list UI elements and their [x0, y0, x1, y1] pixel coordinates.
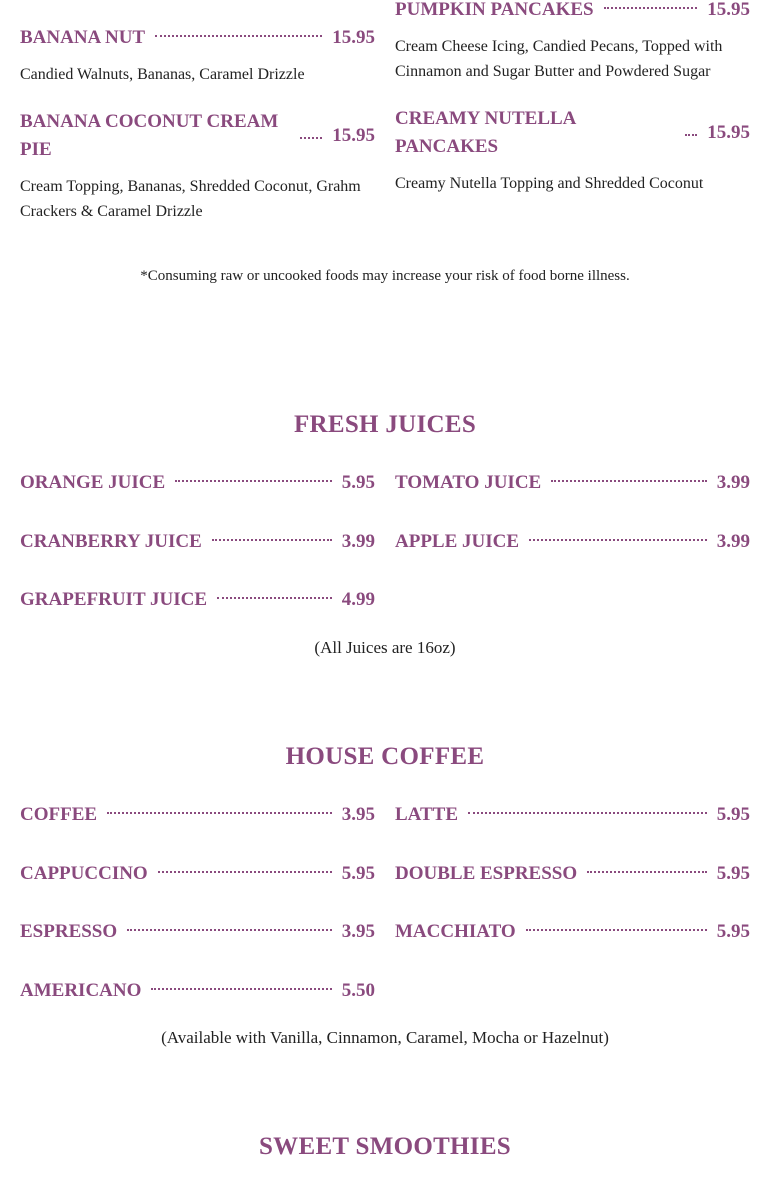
item-name: ORANGE JUICE — [20, 472, 166, 493]
item-price: 5.95 — [716, 804, 750, 825]
item-name: COFFEE — [20, 804, 98, 825]
dotted-leader — [155, 35, 322, 37]
item-name: ESPRESSO — [20, 921, 118, 942]
coffee-left-column — [20, 801, 375, 1005]
menu-item-cranberry-juice — [20, 528, 375, 556]
dotted-leader — [529, 539, 707, 541]
dotted-leader — [158, 871, 332, 873]
item-name: PUMPKIN PANCAKES — [395, 0, 594, 20]
menu-item-banana-coconut-cream-pie — [20, 108, 375, 164]
menu-item-tomato-juice — [395, 469, 750, 497]
menu-item-latte — [395, 801, 750, 829]
item-name: MACCHIATO — [395, 921, 516, 942]
menu-item-coffee — [20, 801, 375, 829]
dotted-leader — [300, 137, 322, 139]
dotted-leader — [587, 871, 707, 873]
item-price: 15.95 — [707, 0, 750, 20]
dotted-leader — [468, 812, 707, 814]
menu-item-grapefruit-juice — [20, 586, 375, 614]
dotted-leader — [175, 480, 332, 482]
menu-item-creamy-nutella-pancakes — [395, 105, 750, 161]
dotted-leader — [685, 134, 697, 136]
item-price: 3.99 — [716, 531, 750, 552]
item-description: Creamy Nutella Topping and Shredded Coconut — [395, 175, 704, 192]
menu-item-apple-juice — [395, 528, 750, 556]
item-price: 5.95 — [716, 921, 750, 942]
item-name: DOUBLE ESPRESSO — [395, 863, 578, 884]
item-description: Cream Cheese Icing, Candied Pecans, Topped with Cinnamon and Sugar Butter and Powdered Sugar — [395, 38, 723, 80]
item-price: 4.99 — [341, 589, 375, 610]
item-name: LATTE — [395, 804, 459, 825]
item-name: CREAMY NUTELLA PANCAKES — [395, 108, 576, 157]
item-name: BANANA COCONUT CREAM PIE — [20, 111, 279, 160]
item-name: GRAPEFRUIT JUICE — [20, 589, 208, 610]
item-price: 5.95 — [341, 472, 375, 493]
menu-item-banana-nut — [20, 24, 375, 52]
menu-item-cappuccino — [20, 860, 375, 888]
item-name: TOMATO JUICE — [395, 472, 542, 493]
section-title-fresh-juices: FRESH JUICES — [293, 411, 477, 438]
raw-food-disclaimer: *Consuming raw or uncooked foods may increase your risk of food borne illness. — [140, 268, 630, 284]
item-description: Cream Topping, Bananas, Shredded Coconut, Grahm Crackers & Caramel Drizzle — [20, 178, 361, 220]
dotted-leader — [604, 7, 698, 9]
menu-item-americano — [20, 977, 375, 1005]
coffee-flavors-note: (Available with Vanilla, Cinnamon, Caramel, Mocha or Hazelnut) — [161, 1028, 609, 1047]
menu-item-orange-juice — [20, 469, 375, 497]
dotted-leader — [526, 929, 707, 931]
dotted-leader — [127, 929, 332, 931]
dotted-leader — [551, 480, 707, 482]
dotted-leader — [151, 988, 331, 990]
item-price: 5.95 — [716, 863, 750, 884]
item-price: 15.95 — [332, 27, 375, 48]
item-price: 3.99 — [716, 472, 750, 493]
dotted-leader — [217, 597, 332, 599]
dotted-leader — [107, 812, 332, 814]
item-price: 3.95 — [341, 804, 375, 825]
menu-item-double-espresso — [395, 860, 750, 888]
section-title-sweet-smoothies: SWEET SMOOTHIES — [258, 1133, 512, 1160]
item-price: 5.95 — [341, 863, 375, 884]
pancakes-right-column — [395, 0, 750, 196]
menu-item-macchiato — [395, 918, 750, 946]
pancakes-left-column — [20, 24, 375, 224]
section-title-house-coffee: HOUSE COFFEE — [285, 743, 485, 770]
juices-left-column — [20, 469, 375, 614]
menu-item-pumpkin-pancakes — [395, 0, 750, 24]
item-price: 15.95 — [707, 122, 750, 143]
item-price: 3.95 — [341, 921, 375, 942]
item-name: CAPPUCCINO — [20, 863, 148, 884]
juices-note: (All Juices are 16oz) — [314, 638, 456, 657]
item-price: 15.95 — [332, 125, 375, 146]
item-price: 5.50 — [341, 980, 375, 1001]
menu-item-espresso — [20, 918, 375, 946]
item-price: 3.99 — [341, 531, 375, 552]
item-name: BANANA NUT — [20, 27, 146, 48]
juices-right-column — [395, 469, 750, 556]
dotted-leader — [212, 539, 332, 541]
item-name: AMERICANO — [20, 980, 142, 1001]
item-name: APPLE JUICE — [395, 531, 520, 552]
item-name: CRANBERRY JUICE — [20, 531, 202, 552]
coffee-right-column — [395, 801, 750, 946]
item-description: Candied Walnuts, Bananas, Caramel Drizzle — [20, 66, 305, 83]
